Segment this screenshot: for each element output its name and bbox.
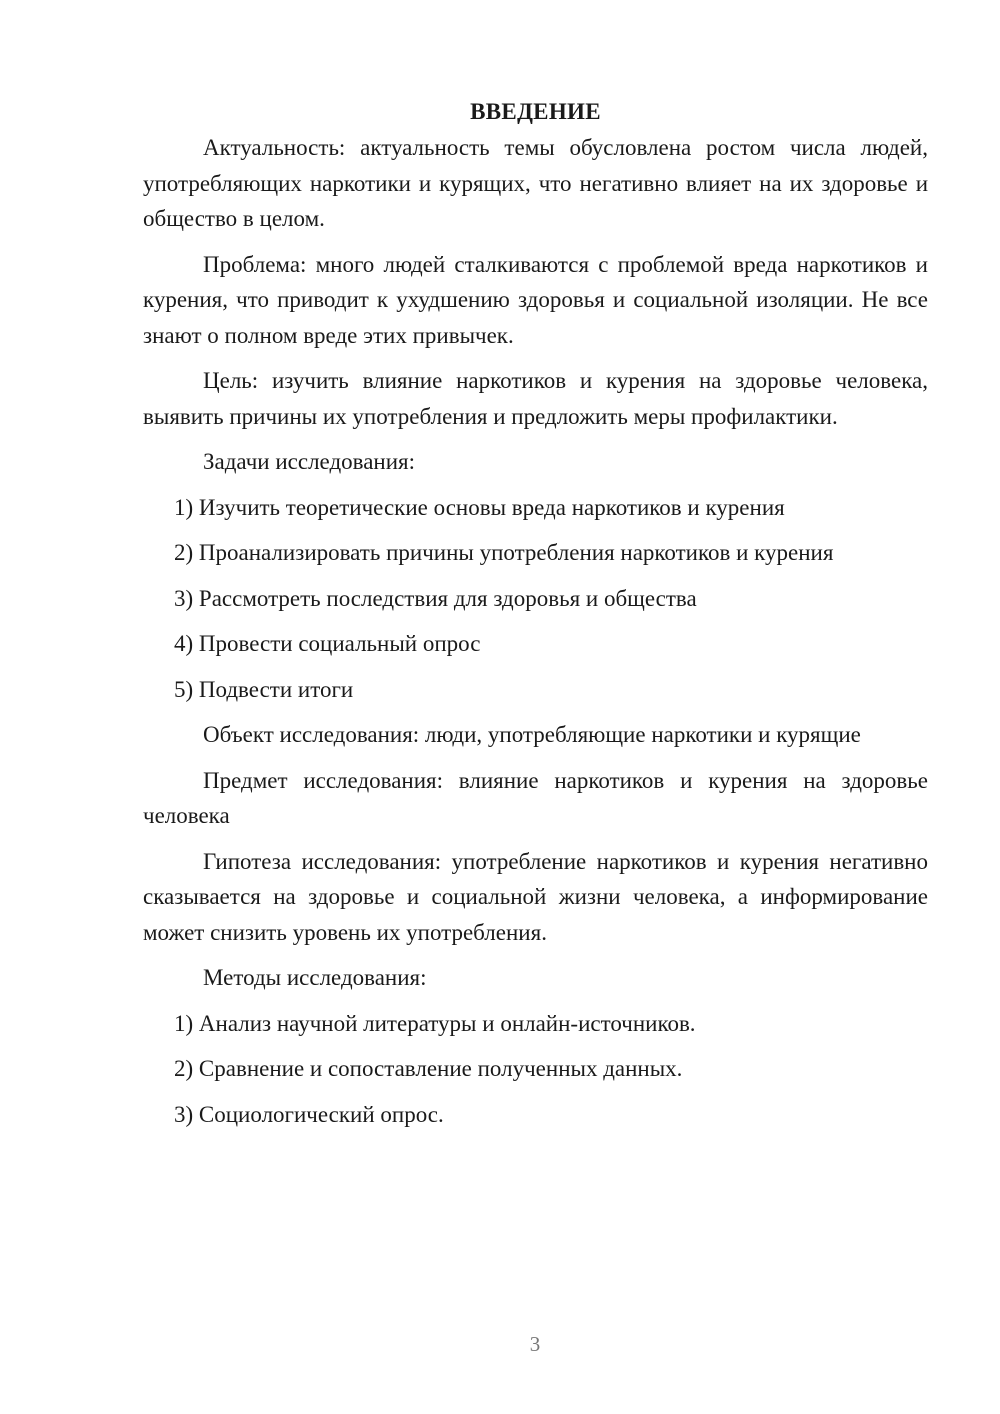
page-number: 3	[529, 1332, 541, 1356]
goal-paragraph: Цель: изучить влияние наркотиков и курения на здоровье человека, выявить причины их употребления и предложить меры профилактики.	[143, 368, 928, 429]
hypothesis-paragraph: Гипотеза исследования: употребление наркотиков и курения негативно сказывается на здоровье и социальной жизни человека, а информирование может снизить уровень их употребления.	[143, 848, 928, 945]
methods-heading: Методы исследования:	[203, 965, 427, 990]
subject-paragraph: Предмет исследования: влияние наркотиков и курения на здоровье человека	[143, 767, 928, 828]
task-item: 1) Изучить теоретические основы вреда наркотиков и курения	[174, 494, 785, 520]
method-item: 2) Сравнение и сопоставление полученных данных.	[174, 1056, 683, 1081]
object-paragraph: Объект исследования: люди, употребляющие наркотики и курящие	[203, 722, 861, 747]
method-item: 1) Анализ научной литературы и онлайн-источников.	[174, 1010, 696, 1036]
task-item: 3) Рассмотреть последствия для здоровья и общества	[174, 585, 697, 611]
page-title: ВВЕДЕНИЕ	[470, 99, 601, 124]
task-item: 5) Подвести итоги	[174, 676, 354, 702]
relevance-paragraph: Актуальность: актуальность темы обусловлена ростом числа людей, употребляющих наркотики и курящих, что негативно влияет на их здоровье и общество в целом.	[143, 135, 928, 231]
problem-paragraph: Проблема: много людей сталкиваются с проблемой вреда наркотиков и курения, что приводит к ухудшению здоровья и социальной изоляции. Не все знают о полном вреде этих привычек.	[143, 251, 928, 348]
page-content	[143, 94, 928, 1142]
tasks-heading: Задачи исследования:	[203, 449, 416, 474]
task-item: 2) Проанализировать причины употребления наркотиков и курения	[174, 540, 834, 565]
task-item: 4) Провести социальный опрос	[174, 631, 481, 656]
method-item: 3) Социологический опрос.	[174, 1101, 444, 1127]
